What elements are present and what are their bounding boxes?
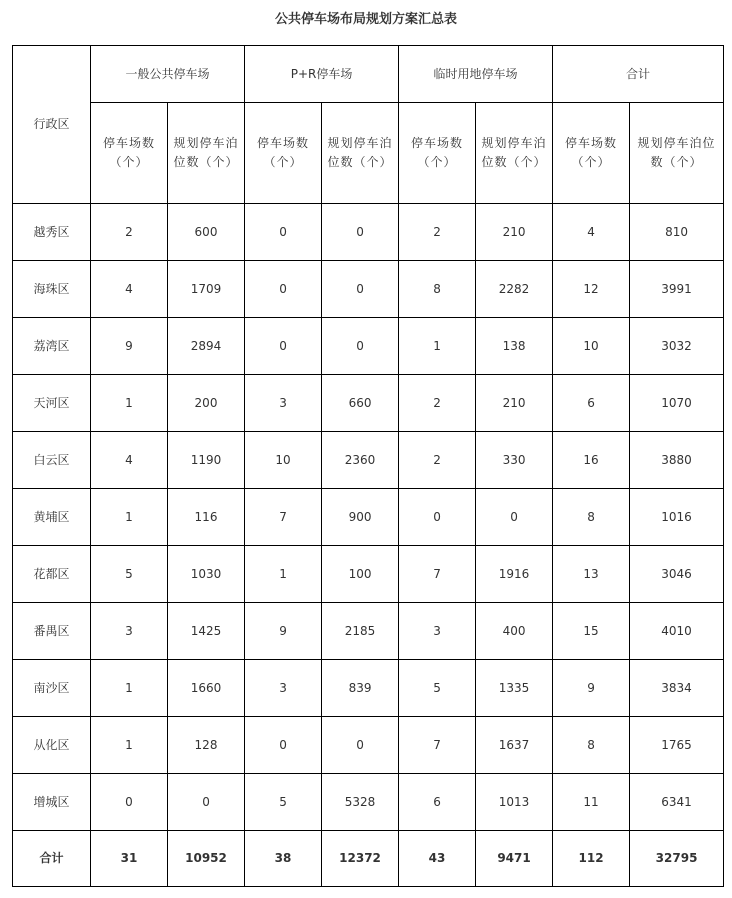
- p-r-spaces-cell: 5328: [322, 774, 399, 831]
- temporary-spaces-cell: 1916: [476, 546, 553, 603]
- total-spaces-cell: 3991: [630, 261, 724, 318]
- p-r-spaces-cell: 2360: [322, 432, 399, 489]
- temporary-lots-cell: 1: [399, 318, 476, 375]
- header-row-groups: [13, 46, 724, 103]
- general-lots-cell: 0: [91, 774, 168, 831]
- total-total-lots-cell: 112: [553, 831, 630, 887]
- temporary-spaces-cell: 2282: [476, 261, 553, 318]
- general-spaces-cell: 200: [168, 375, 245, 432]
- table-row: [13, 546, 724, 603]
- p-r-lots-cell: 0: [245, 261, 322, 318]
- temporary-spaces-cell: 400: [476, 603, 553, 660]
- table-row: [13, 261, 724, 318]
- temporary-lots-cell: 7: [399, 717, 476, 774]
- p-r-lots-cell: 3: [245, 375, 322, 432]
- temporary-spaces-cell: 330: [476, 432, 553, 489]
- general-lots-cell: 1: [91, 717, 168, 774]
- total-lots-cell: 10: [553, 318, 630, 375]
- total-lots-cell: 9: [553, 660, 630, 717]
- temporary-lots-cell: 2: [399, 375, 476, 432]
- temporary-lots-cell: 7: [399, 546, 476, 603]
- general-spaces-cell: 116: [168, 489, 245, 546]
- general-lots-cell: 2: [91, 204, 168, 261]
- table-row: [13, 318, 724, 375]
- district-cell: 白云区: [13, 432, 91, 489]
- p-r-spaces-cell: 839: [322, 660, 399, 717]
- total-lots-cell: 12: [553, 261, 630, 318]
- general-spaces-cell: 1425: [168, 603, 245, 660]
- sub-header-spaces: 规划停车泊位数（个）: [476, 103, 553, 204]
- temporary-spaces-cell: 1013: [476, 774, 553, 831]
- total-lots-cell: 13: [553, 546, 630, 603]
- general-spaces-cell: 1030: [168, 546, 245, 603]
- total-spaces-cell: 1016: [630, 489, 724, 546]
- total-lots-cell: 11: [553, 774, 630, 831]
- district-header: 行政区: [13, 46, 91, 204]
- p-r-spaces-cell: 660: [322, 375, 399, 432]
- p-r-spaces-cell: 0: [322, 204, 399, 261]
- total-spaces-cell: 6341: [630, 774, 724, 831]
- temporary-lots-cell: 2: [399, 432, 476, 489]
- total-spaces-cell: 3046: [630, 546, 724, 603]
- p-r-lots-cell: 0: [245, 717, 322, 774]
- parking-summary-table: [12, 45, 724, 887]
- total-temporary-lots-cell: 43: [399, 831, 476, 887]
- total-general-lots-cell: 31: [91, 831, 168, 887]
- sub-header-total-spaces: 规划停车泊位数（个）: [630, 103, 724, 204]
- p-r-spaces-cell: 100: [322, 546, 399, 603]
- temporary-lots-cell: 3: [399, 603, 476, 660]
- group-header-total: 合计: [553, 46, 724, 103]
- total-p-r-spaces-cell: 12372: [322, 831, 399, 887]
- sub-header-spaces: 规划停车泊位数（个）: [168, 103, 245, 204]
- sub-header-lots: 停车场数（个）: [399, 103, 476, 204]
- total-lots-cell: 8: [553, 489, 630, 546]
- district-cell: 越秀区: [13, 204, 91, 261]
- table-row: [13, 660, 724, 717]
- total-spaces-cell: 1070: [630, 375, 724, 432]
- sub-header-lots: 停车场数（个）: [91, 103, 168, 204]
- p-r-lots-cell: 0: [245, 318, 322, 375]
- p-r-lots-cell: 0: [245, 204, 322, 261]
- district-cell: 从化区: [13, 717, 91, 774]
- total-p-r-lots-cell: 38: [245, 831, 322, 887]
- general-lots-cell: 1: [91, 375, 168, 432]
- district-cell: 番禺区: [13, 603, 91, 660]
- p-r-lots-cell: 5: [245, 774, 322, 831]
- header-row-sub: [13, 103, 724, 204]
- temporary-spaces-cell: 138: [476, 318, 553, 375]
- table-row: [13, 774, 724, 831]
- temporary-lots-cell: 2: [399, 204, 476, 261]
- district-cell: 天河区: [13, 375, 91, 432]
- table-row: [13, 489, 724, 546]
- table-row: [13, 717, 724, 774]
- group-header-general: 一般公共停车场: [91, 46, 245, 103]
- table-row: [13, 603, 724, 660]
- table-row: [13, 204, 724, 261]
- p-r-spaces-cell: 2185: [322, 603, 399, 660]
- p-r-spaces-cell: 0: [322, 318, 399, 375]
- temporary-lots-cell: 8: [399, 261, 476, 318]
- district-cell: 黄埔区: [13, 489, 91, 546]
- general-lots-cell: 1: [91, 660, 168, 717]
- temporary-lots-cell: 0: [399, 489, 476, 546]
- general-spaces-cell: 600: [168, 204, 245, 261]
- sub-header-lots: 停车场数（个）: [245, 103, 322, 204]
- total-lots-cell: 16: [553, 432, 630, 489]
- p-r-lots-cell: 9: [245, 603, 322, 660]
- temporary-lots-cell: 6: [399, 774, 476, 831]
- general-spaces-cell: 1660: [168, 660, 245, 717]
- district-cell: 增城区: [13, 774, 91, 831]
- temporary-spaces-cell: 210: [476, 375, 553, 432]
- group-header-p-r: P+R停车场: [245, 46, 399, 103]
- total-temporary-spaces-cell: 9471: [476, 831, 553, 887]
- temporary-spaces-cell: 0: [476, 489, 553, 546]
- total-total-spaces-cell: 32795: [630, 831, 724, 887]
- sub-header-lots: 停车场数（个）: [553, 103, 630, 204]
- group-header-temporary: 临时用地停车场: [399, 46, 553, 103]
- general-lots-cell: 4: [91, 261, 168, 318]
- total-general-spaces-cell: 10952: [168, 831, 245, 887]
- p-r-lots-cell: 1: [245, 546, 322, 603]
- p-r-spaces-cell: 0: [322, 261, 399, 318]
- total-spaces-cell: 3834: [630, 660, 724, 717]
- district-cell: 荔湾区: [13, 318, 91, 375]
- temporary-spaces-cell: 1335: [476, 660, 553, 717]
- district-cell: 海珠区: [13, 261, 91, 318]
- total-lots-cell: 6: [553, 375, 630, 432]
- total-spaces-cell: 3880: [630, 432, 724, 489]
- table-row: [13, 375, 724, 432]
- total-spaces-cell: 810: [630, 204, 724, 261]
- general-lots-cell: 9: [91, 318, 168, 375]
- general-spaces-cell: 1190: [168, 432, 245, 489]
- general-spaces-cell: 1709: [168, 261, 245, 318]
- p-r-spaces-cell: 900: [322, 489, 399, 546]
- total-spaces-cell: 3032: [630, 318, 724, 375]
- p-r-lots-cell: 10: [245, 432, 322, 489]
- district-cell: 南沙区: [13, 660, 91, 717]
- general-lots-cell: 4: [91, 432, 168, 489]
- p-r-lots-cell: 3: [245, 660, 322, 717]
- general-spaces-cell: 128: [168, 717, 245, 774]
- total-label-cell: 合计: [13, 831, 91, 887]
- district-cell: 花都区: [13, 546, 91, 603]
- general-lots-cell: 1: [91, 489, 168, 546]
- temporary-lots-cell: 5: [399, 660, 476, 717]
- general-lots-cell: 5: [91, 546, 168, 603]
- total-lots-cell: 8: [553, 717, 630, 774]
- general-spaces-cell: 0: [168, 774, 245, 831]
- sub-header-spaces: 规划停车泊位数（个）: [322, 103, 399, 204]
- p-r-lots-cell: 7: [245, 489, 322, 546]
- general-lots-cell: 3: [91, 603, 168, 660]
- temporary-spaces-cell: 1637: [476, 717, 553, 774]
- p-r-spaces-cell: 0: [322, 717, 399, 774]
- total-spaces-cell: 1765: [630, 717, 724, 774]
- table-row: [13, 432, 724, 489]
- total-row: [13, 831, 724, 887]
- total-lots-cell: 4: [553, 204, 630, 261]
- total-spaces-cell: 4010: [630, 603, 724, 660]
- temporary-spaces-cell: 210: [476, 204, 553, 261]
- general-spaces-cell: 2894: [168, 318, 245, 375]
- total-lots-cell: 15: [553, 603, 630, 660]
- table-title: 公共停车场布局规划方案汇总表: [274, 12, 457, 27]
